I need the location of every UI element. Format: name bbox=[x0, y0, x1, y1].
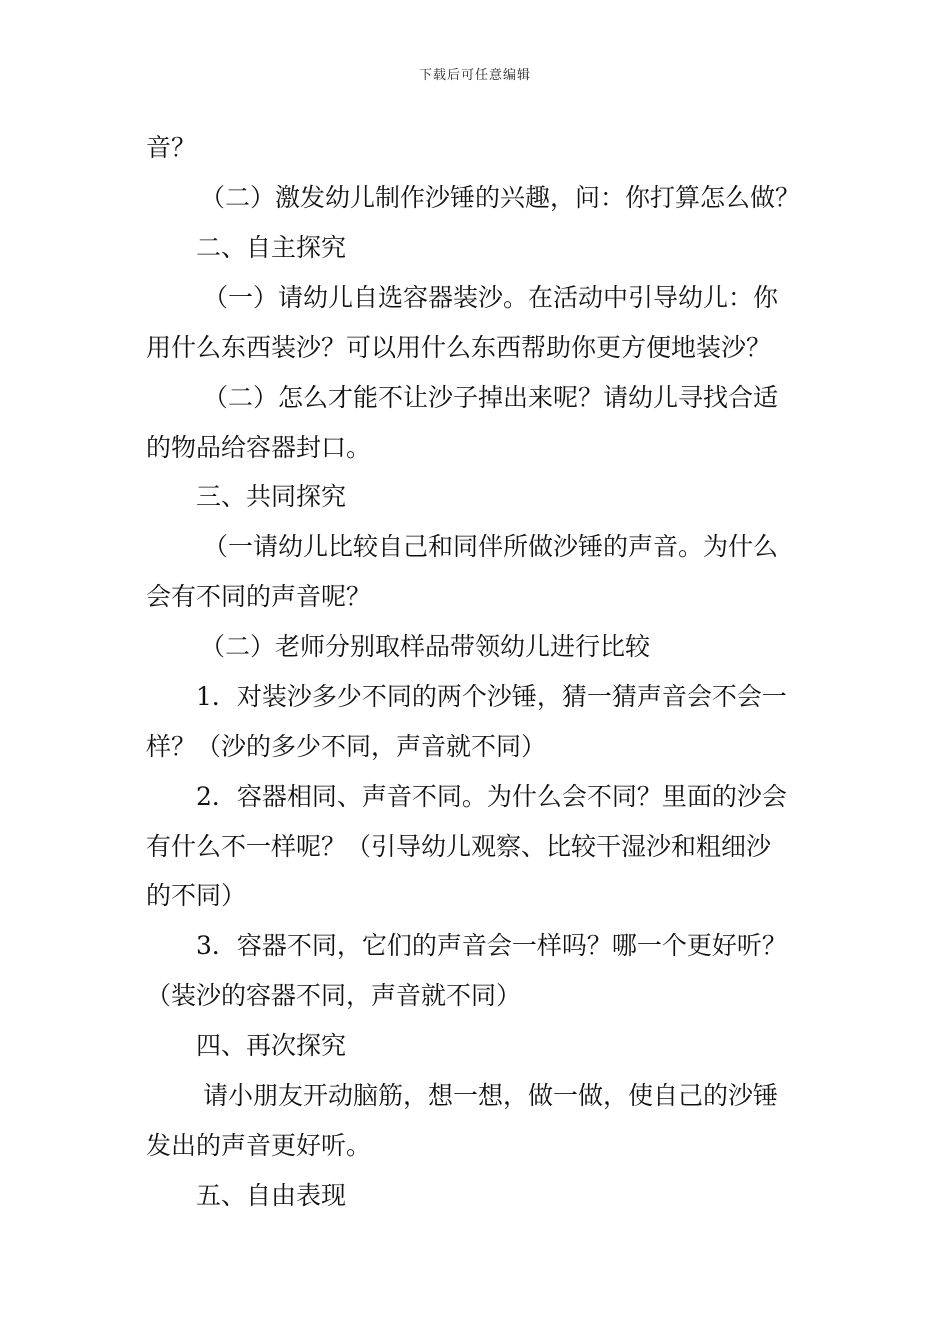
text-line: 3．容器不同，它们的声音会一样吗？哪一个更好听？ bbox=[196, 931, 787, 960]
section-heading: 三、共同探究 bbox=[196, 482, 347, 511]
text-line: （装沙的容器不同，声音就不同） bbox=[146, 981, 522, 1010]
text-line: （一）请幼儿自选容器装沙。在活动中引导幼儿：你 bbox=[203, 283, 779, 312]
text-line: 1．对装沙多少不同的两个沙锤，猜一猜声音会不会一 bbox=[196, 682, 787, 711]
text-line: 的物品给容器封口。 bbox=[146, 433, 372, 462]
text-line: （二）激发幼儿制作沙锤的兴趣，问：你打算怎么做？ bbox=[200, 183, 801, 212]
text-line: 请小朋友开动脑筋，想一想，做一做，使自己的沙锤 bbox=[203, 1081, 779, 1110]
text-line: （二）老师分别取样品带领幼儿进行比较 bbox=[200, 632, 651, 661]
text-line: 有什么不一样呢？（引导幼儿观察、比较干湿沙和粗细沙 bbox=[146, 832, 772, 861]
text-line: 2．容器相同、声音不同。为什么会不同？里面的沙会 bbox=[196, 782, 787, 811]
text-line: （一请幼儿比较自己和同伴所做沙锤的声音。为什么 bbox=[203, 532, 779, 561]
text-line: 会有不同的声音呢？ bbox=[146, 582, 372, 611]
text-line: 用什么东西装沙？可以用什么东西帮助你更方便地装沙？ bbox=[146, 333, 772, 362]
text-line: 的不同） bbox=[146, 881, 247, 910]
text-line: 样？（沙的多少不同，声音就不同） bbox=[146, 732, 547, 761]
section-heading: 二、自主探究 bbox=[196, 233, 347, 262]
section-heading: 五、自由表现 bbox=[196, 1181, 347, 1210]
text-line: （二）怎么才能不让沙子掉出来呢？请幼儿寻找合适 bbox=[203, 383, 779, 412]
section-heading: 四、再次探究 bbox=[196, 1031, 347, 1060]
page-header: 下载后可任意编辑 bbox=[418, 68, 531, 83]
text-line: 音？ bbox=[146, 133, 197, 162]
text-line: 发出的声音更好听。 bbox=[146, 1131, 372, 1160]
